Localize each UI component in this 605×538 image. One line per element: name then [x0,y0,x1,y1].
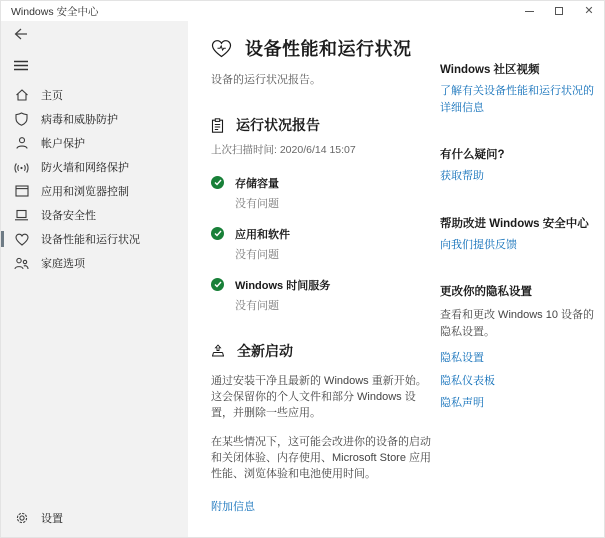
page-title: 设备性能和运行状况 [245,39,412,59]
health-report-header [211,115,433,135]
fresh-start-paragraph-2: 在某些情况下，这可能会改进你的设备的启动和关闭体验、内存使用、Microsoft Store 应用性能、浏览体验和电池使用时间。 [211,435,432,480]
check-circle-icon [211,278,224,291]
status-item-status: 没有问题 [235,249,279,261]
back-arrow-icon [14,28,28,40]
sidebar-item-family-options[interactable] [1,251,188,275]
fresh-start-title: 全新启动 [237,343,293,359]
status-item-windows-time-service [211,277,433,313]
sidebar-item-label: 家庭选项 [41,258,85,270]
aside-heading: 帮助改进 Windows 安全中心 [440,217,589,230]
sidebar-item-account-protection[interactable] [1,131,188,155]
status-item-title: 应用和软件 [235,229,290,241]
aside-heading: Windows 社区视频 [440,64,540,76]
fresh-start-paragraph-1: 通过安装干净且最新的 Windows 重新开始。这会保留你的个人文件和部分 Windows 设置，并删除一些应用。 [211,375,427,419]
minimize-icon [525,11,534,12]
health-status-list [211,175,433,313]
window-title: Windows 安全中心 [11,5,99,18]
health-report-section [211,115,433,313]
family-icon [14,256,29,271]
report-clipboard-icon [211,118,224,133]
close-button[interactable] [574,1,604,21]
fresh-start-icon [211,344,225,358]
sidebar-item-device-performance-health[interactable] [1,227,188,251]
status-item-apps-software [211,226,433,262]
title-bar [1,1,604,21]
minimize-button[interactable] [514,1,544,21]
sidebar-item-label: 主页 [41,90,63,102]
home-icon [14,88,29,103]
status-item-title: 存储容量 [235,178,279,190]
main-content [211,35,433,538]
aside-section-questions [440,146,602,185]
heart-icon [14,232,29,247]
aside-section-community-videos [440,61,602,116]
sidebar-item-device-security[interactable] [1,203,188,227]
maximize-icon [555,7,563,15]
close-icon: ✕ [584,4,594,17]
last-scan-time: 上次扫描时间: 2020/6/14 15:07 [211,144,356,156]
sidebar-item-label: 防火墙和网络保护 [41,162,129,174]
sidebar-spacer [1,275,188,506]
sidebar-item-label: 应用和浏览器控制 [41,186,129,198]
privacy-statement-link[interactable]: 隐私声明 [440,397,484,409]
status-item-status: 没有问题 [235,198,279,210]
status-item-title: Windows 时间服务 [235,280,331,292]
privacy-description: 查看和更改 Windows 10 设备的隐私设置。 [440,309,595,338]
gear-icon [14,511,29,526]
sidebar-item-label: 帐户保护 [41,138,85,150]
additional-info-link[interactable]: 附加信息 [211,500,255,513]
sidebar-item-app-browser-control[interactable] [1,179,188,203]
sidebar-item-label: 设备安全性 [41,210,96,222]
sidebar [1,21,188,538]
fresh-start-section [211,341,433,515]
app-window-icon [14,184,29,199]
aside-heading: 有什么疑问? [440,149,505,161]
shield-icon [14,112,29,127]
sidebar-item-label: 设备性能和运行状况 [41,234,140,246]
aside-section-privacy-settings [440,283,602,412]
network-signal-icon [14,160,29,175]
hamburger-icon [14,60,28,71]
sidebar-item-settings[interactable] [1,506,188,530]
window-controls [514,1,604,21]
give-feedback-link[interactable]: 向我们提供反馈 [440,238,517,251]
laptop-icon [14,208,29,223]
health-report-title: 运行状况报告 [236,117,320,133]
page-subtitle: 设备的运行状况报告。 [211,74,321,86]
status-item-storage [211,175,433,211]
main-area [188,21,604,538]
learn-more-link[interactable]: 了解有关设备性能和运行状况的详细信息 [440,85,594,114]
aside-section-improve-security [440,215,602,254]
back-button[interactable] [1,25,37,43]
status-item-status: 没有问题 [235,300,279,312]
get-help-link[interactable]: 获取帮助 [440,170,484,182]
sidebar-item-label: 病毒和威胁防护 [41,114,118,126]
hamburger-menu-button[interactable] [1,56,37,74]
maximize-button[interactable] [544,1,574,21]
sidebar-item-home[interactable] [1,83,188,107]
fresh-start-header [211,341,433,361]
settings-label: 设置 [41,513,63,525]
sidebar-nav [1,83,188,275]
aside-column [440,35,602,538]
privacy-settings-link[interactable]: 隐私设置 [440,352,484,364]
check-circle-icon [211,227,224,240]
aside-heading: 更改你的隐私设置 [440,286,532,298]
privacy-dashboard-link[interactable]: 隐私仪表板 [440,374,495,387]
check-circle-icon [211,176,224,189]
device-performance-heart-icon [211,39,232,58]
sidebar-item-firewall-network[interactable] [1,155,188,179]
person-icon [14,136,29,151]
sidebar-item-virus-threat-protection[interactable] [1,107,188,131]
page-header [211,35,433,61]
